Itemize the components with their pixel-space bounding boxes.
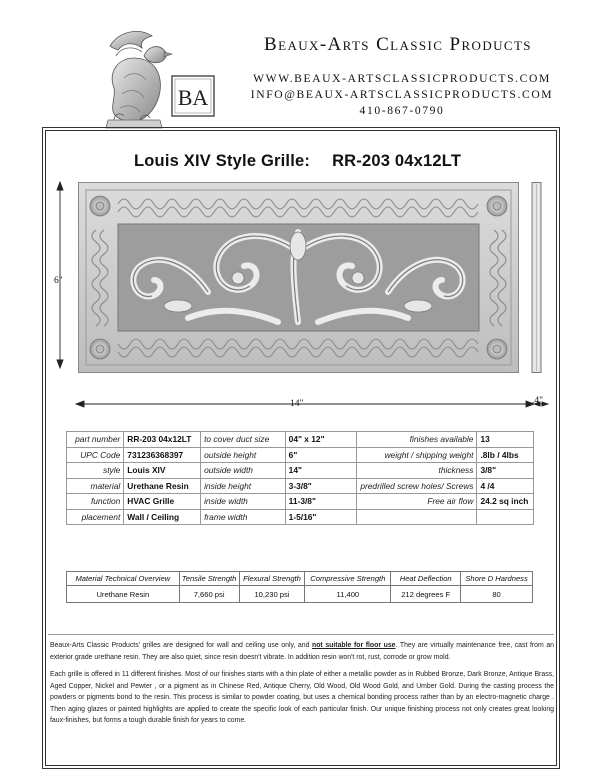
spec-label: UPC Code	[67, 447, 124, 463]
logo-letters: BA	[177, 85, 209, 110]
mat-header: Compressive Strength	[305, 572, 391, 586]
title-style: Louis XIV Style Grille:	[134, 152, 311, 170]
spec-label: predrilled screw holes/ Screws	[357, 478, 477, 494]
griffin-logo-icon	[100, 28, 218, 132]
table-row	[67, 432, 534, 448]
company-name: Beaux-Arts Classic Products	[264, 34, 532, 55]
table-row	[67, 494, 534, 510]
spec-value: 3-3/8"	[285, 478, 357, 494]
spec-label	[357, 509, 477, 525]
spec-label: style	[67, 463, 124, 479]
spec-label: weight / shipping weight	[357, 447, 477, 463]
height-dimension: 6"	[54, 276, 63, 286]
phone-number: 410-867-0790	[359, 104, 445, 117]
spec-label: material	[67, 478, 124, 494]
company-logo	[100, 28, 218, 132]
website-link[interactable]: WWW.BEAUX-ARTSCLASSICPRODUCTS.COM	[253, 72, 551, 85]
spec-label: placement	[67, 509, 124, 525]
spec-value: RR-203 04x12LT	[124, 432, 201, 448]
width-dimension: 14"	[290, 399, 304, 409]
spec-label: function	[67, 494, 124, 510]
spec-label: outside height	[201, 447, 286, 463]
spec-label: thickness	[357, 463, 477, 479]
table-row	[67, 447, 534, 463]
spec-value: .8lb / 4lbs	[477, 447, 534, 463]
spec-value: 3/8"	[477, 463, 534, 479]
spec-value: HVAC Grille	[124, 494, 201, 510]
spec-label: part number	[67, 432, 124, 448]
spec-value: 731236368397	[124, 447, 201, 463]
mat-header: Flexural Strength	[239, 572, 305, 586]
notes-text: Beaux-Arts Classic Products' grilles are designed for wall and ceiling use only, and	[50, 642, 313, 649]
spec-value: Urethane Resin	[124, 478, 201, 494]
spec-label: inside width	[201, 494, 286, 510]
email-link[interactable]: INFO@BEAUX-ARTSCLASSICPRODUCTS.COM	[250, 88, 554, 101]
spec-label: inside height	[201, 478, 286, 494]
spec-table	[66, 431, 534, 525]
spec-label: outside width	[201, 463, 286, 479]
title-code: RR-203 04x12LT	[332, 152, 462, 170]
material-table	[66, 571, 533, 603]
mat-cell: Urethane Resin	[67, 586, 180, 603]
spec-label: Free air flow	[357, 494, 477, 510]
table-row	[67, 586, 533, 603]
spec-label: to cover duct size	[201, 432, 286, 448]
spec-value: 13	[477, 432, 534, 448]
spec-value: 14"	[285, 463, 357, 479]
mat-header: Material Technical Overview	[67, 572, 180, 586]
table-row	[67, 463, 534, 479]
mat-header: Tensile Strength	[179, 572, 239, 586]
mat-header: Shore D Hardness	[461, 572, 533, 586]
notes-warning: not suitable for floor use	[312, 642, 396, 649]
depth-dimension: .4"	[532, 396, 544, 406]
spec-value	[477, 509, 534, 525]
page-title	[134, 152, 461, 171]
spec-value: 04" x 12"	[285, 432, 357, 448]
table-row	[67, 478, 534, 494]
notes-text: . They are virtually maintenance free, cast from an exterior grade urethane resin. They are also quiet, since resin doesn't vibrate. In addition resin won't rot, rust, corrode or grow mold.	[50, 642, 554, 661]
spec-value: 4 /4	[477, 478, 534, 494]
spec-label: finishes available	[357, 432, 477, 448]
table-row	[67, 509, 534, 525]
notes-paragraph-usage	[50, 640, 554, 663]
mat-cell: 80	[461, 586, 533, 603]
mat-cell: 11,400	[305, 586, 391, 603]
spec-value: 1-5/16"	[285, 509, 357, 525]
dimension-lines	[46, 178, 556, 418]
spec-value: 11-3/8"	[285, 494, 357, 510]
notes-paragraph-finishes: Each grille is offered in 11 different finishes. Most of our finishes starts with a thin plate of either a metallic powder as in Rubbed Bronze, Dark Bronze, Antique Brass, Aged Copper, Nickel and Pewter , or a pigment as in Chinese Red, Antique Cherry, Old Wood, Old Wood Gold, and Umber Gold. During the casting process the powders or pigments bond to the resin. This process is similar to powder coating, but uses a chemical bonding process rather than by an electro-magnetic charge . Then aging glazes or painted highlights are applied to create the specific look of each particular finish. Our unique finishing process not only creates great looking faux-finishes, but forms a tough durable finish for years to come.	[50, 671, 554, 724]
mat-header: Heat Deflection	[391, 572, 461, 586]
spec-value: Wall / Ceiling	[124, 509, 201, 525]
spec-value: 24.2 sq inch	[477, 494, 534, 510]
mat-cell: 10,230 psi	[239, 586, 305, 603]
mat-cell: 212 degrees F	[391, 586, 461, 603]
mat-cell: 7,660 psi	[179, 586, 239, 603]
spec-label: frame width	[201, 509, 286, 525]
spec-value: Louis XIV	[124, 463, 201, 479]
notes-divider	[48, 634, 554, 635]
spec-value: 6"	[285, 447, 357, 463]
